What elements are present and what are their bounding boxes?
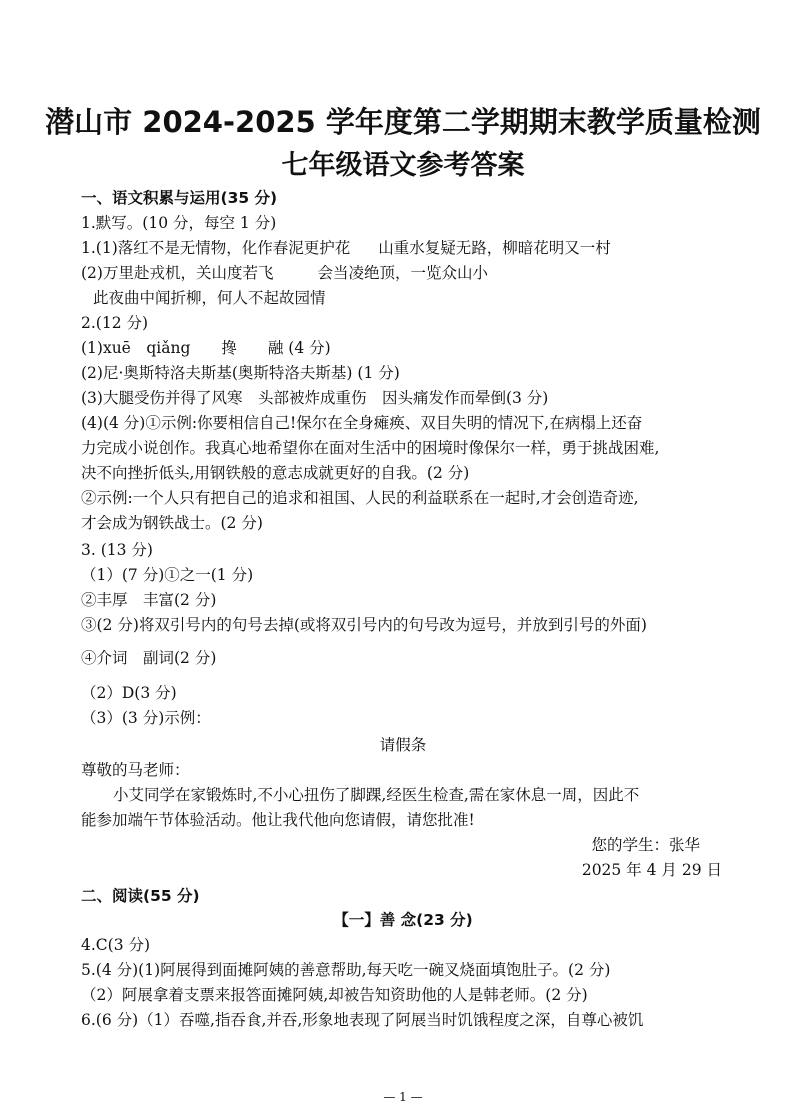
question-2-line-1: (1)xuē qiǎng 搀 融 (4 分)	[81, 339, 331, 357]
answer-text: (2)万里赴戎机，关山度若飞	[81, 264, 274, 282]
question-5-line-1: 5.(4 分)(1)阿展得到面摊阿姨的善意帮助,每天吃一碗叉烧面填饱肚子。(2 分)	[81, 961, 611, 979]
question-2-line-2: (2)尼·奥斯特洛夫斯基(奥斯特洛夫斯基) (1 分)	[81, 364, 400, 382]
question-2-line-7: ②示例:一个人只有把自己的追求和祖国、人民的利益联系在一起时,才会创造奇迹,	[81, 489, 639, 507]
question-2-heading: 2.(12 分)	[81, 314, 149, 332]
question-2-line-5: 力完成小说创作。我真心地希望你在面对生活中的困境时像保尔一样，勇于挑战困难,	[81, 439, 660, 457]
document-title: 潜山市 2024-2025 学年度第二学期期末教学质量检测	[45, 105, 761, 139]
leave-note-body-2: 能参加端午节体验活动。他让我代他向您请假，请您批准!	[81, 811, 475, 829]
question-3-line-1: （1）(7 分)①之一(1 分)	[81, 566, 254, 584]
question-3-line-5: （2）D(3 分)	[81, 684, 177, 702]
question-2-line-3: (3)大腿受伤并得了风寒 头部被炸成重伤 因头痛发作而晕倒(3 分)	[81, 389, 549, 407]
page-number: — 1 —	[383, 1090, 423, 1104]
question-1-line-2	[81, 263, 488, 283]
document-subtitle: 七年级语文参考答案	[281, 150, 525, 181]
question-1-line-3: 此夜曲中闻折柳，何人不起故园情	[93, 289, 326, 307]
question-3-line-2: ②丰厚 丰富(2 分)	[81, 591, 217, 609]
leave-note-signature: 您的学生：张华	[591, 836, 700, 854]
answer-text: 1.(1)落红不是无情物，化作春泥更护花	[81, 239, 351, 257]
question-2-line-6: 决不向挫折低头,用钢铁般的意志成就更好的自我。(2 分)	[81, 464, 470, 482]
question-2-line-4: (4)(4 分)①示例:你要相信自己!保尔在全身瘫痪、双目失明的情况下,在病榻上还奋	[81, 414, 643, 432]
leave-note-date: 2025 年 4 月 29 日	[581, 861, 722, 879]
question-2-line-8: 才会成为钢铁战士。(2 分)	[81, 514, 263, 532]
leave-note-title: 请假条	[379, 736, 427, 754]
answer-text: 山重水复疑无路，柳暗花明又一村	[378, 239, 611, 257]
section-heading-2: 二、阅读(55 分)	[81, 887, 200, 905]
question-1-line-1	[81, 238, 611, 258]
answer-text: 会当凌绝顶，一览众山小	[317, 264, 488, 282]
reading-part-1-title: 【一】善 念(23 分)	[333, 911, 473, 929]
question-3-line-4: ④介词 副词(2 分)	[81, 649, 217, 667]
leave-note-body-1: 小艾同学在家锻炼时,不小心扭伤了脚踝,经医生检查,需在家休息一周，因此不	[113, 786, 640, 804]
question-3-heading: 3. (13 分)	[81, 541, 153, 559]
leave-note-greeting: 尊敬的马老师：	[81, 761, 190, 779]
section-heading-1: 一、语文积累与运用(35 分)	[81, 189, 278, 207]
question-4: 4.C(3 分)	[81, 936, 151, 954]
question-5-line-2: （2）阿展拿着支票来报答面摊阿姨,却被告知资助他的人是韩老师。(2 分)	[81, 986, 588, 1004]
question-1-heading: 1.默写。(10 分，每空 1 分)	[81, 214, 277, 232]
question-6-line-1: 6.(6 分)（1）吞噬,指吞食,并吞,形象地表现了阿展当时饥饿程度之深，自尊心被饥	[81, 1011, 644, 1029]
question-3-line-3: ③(2 分)将双引号内的句号去掉(或将双引号内的句号改为逗号，并放到引号的外面)	[81, 616, 647, 634]
question-3-line-6: （3）(3 分)示例：	[81, 709, 211, 727]
